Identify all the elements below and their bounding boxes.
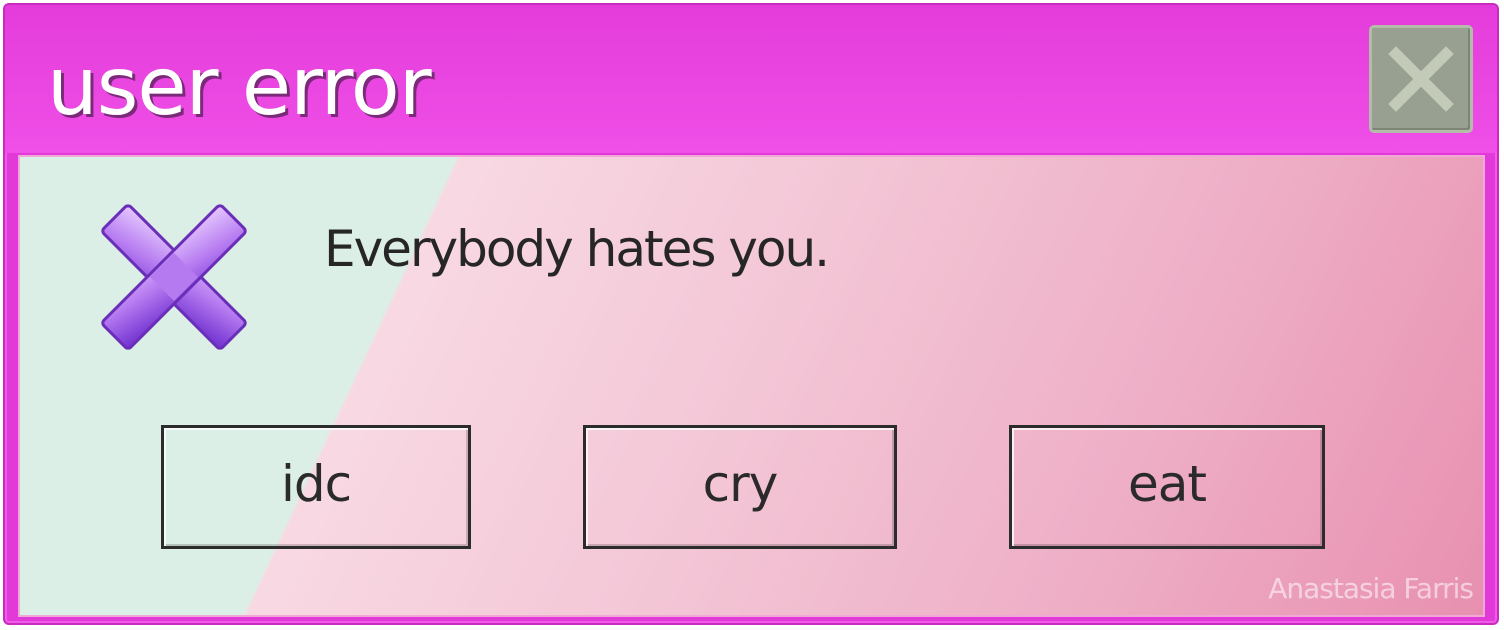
error-dialog-window — [3, 3, 1499, 625]
watermark: Anastasia Farris — [1268, 572, 1473, 605]
title-bar[interactable] — [5, 5, 1497, 153]
close-button[interactable] — [1369, 25, 1473, 133]
dialog-body — [18, 155, 1485, 617]
cry-button[interactable]: cry — [583, 425, 897, 549]
eat-button[interactable]: eat — [1009, 425, 1325, 549]
error-x-icon — [92, 195, 256, 359]
idc-button[interactable]: idc — [161, 425, 471, 549]
window-title: user error — [47, 40, 431, 133]
error-message: Everybody hates you. — [324, 220, 829, 278]
close-icon — [1386, 44, 1456, 114]
